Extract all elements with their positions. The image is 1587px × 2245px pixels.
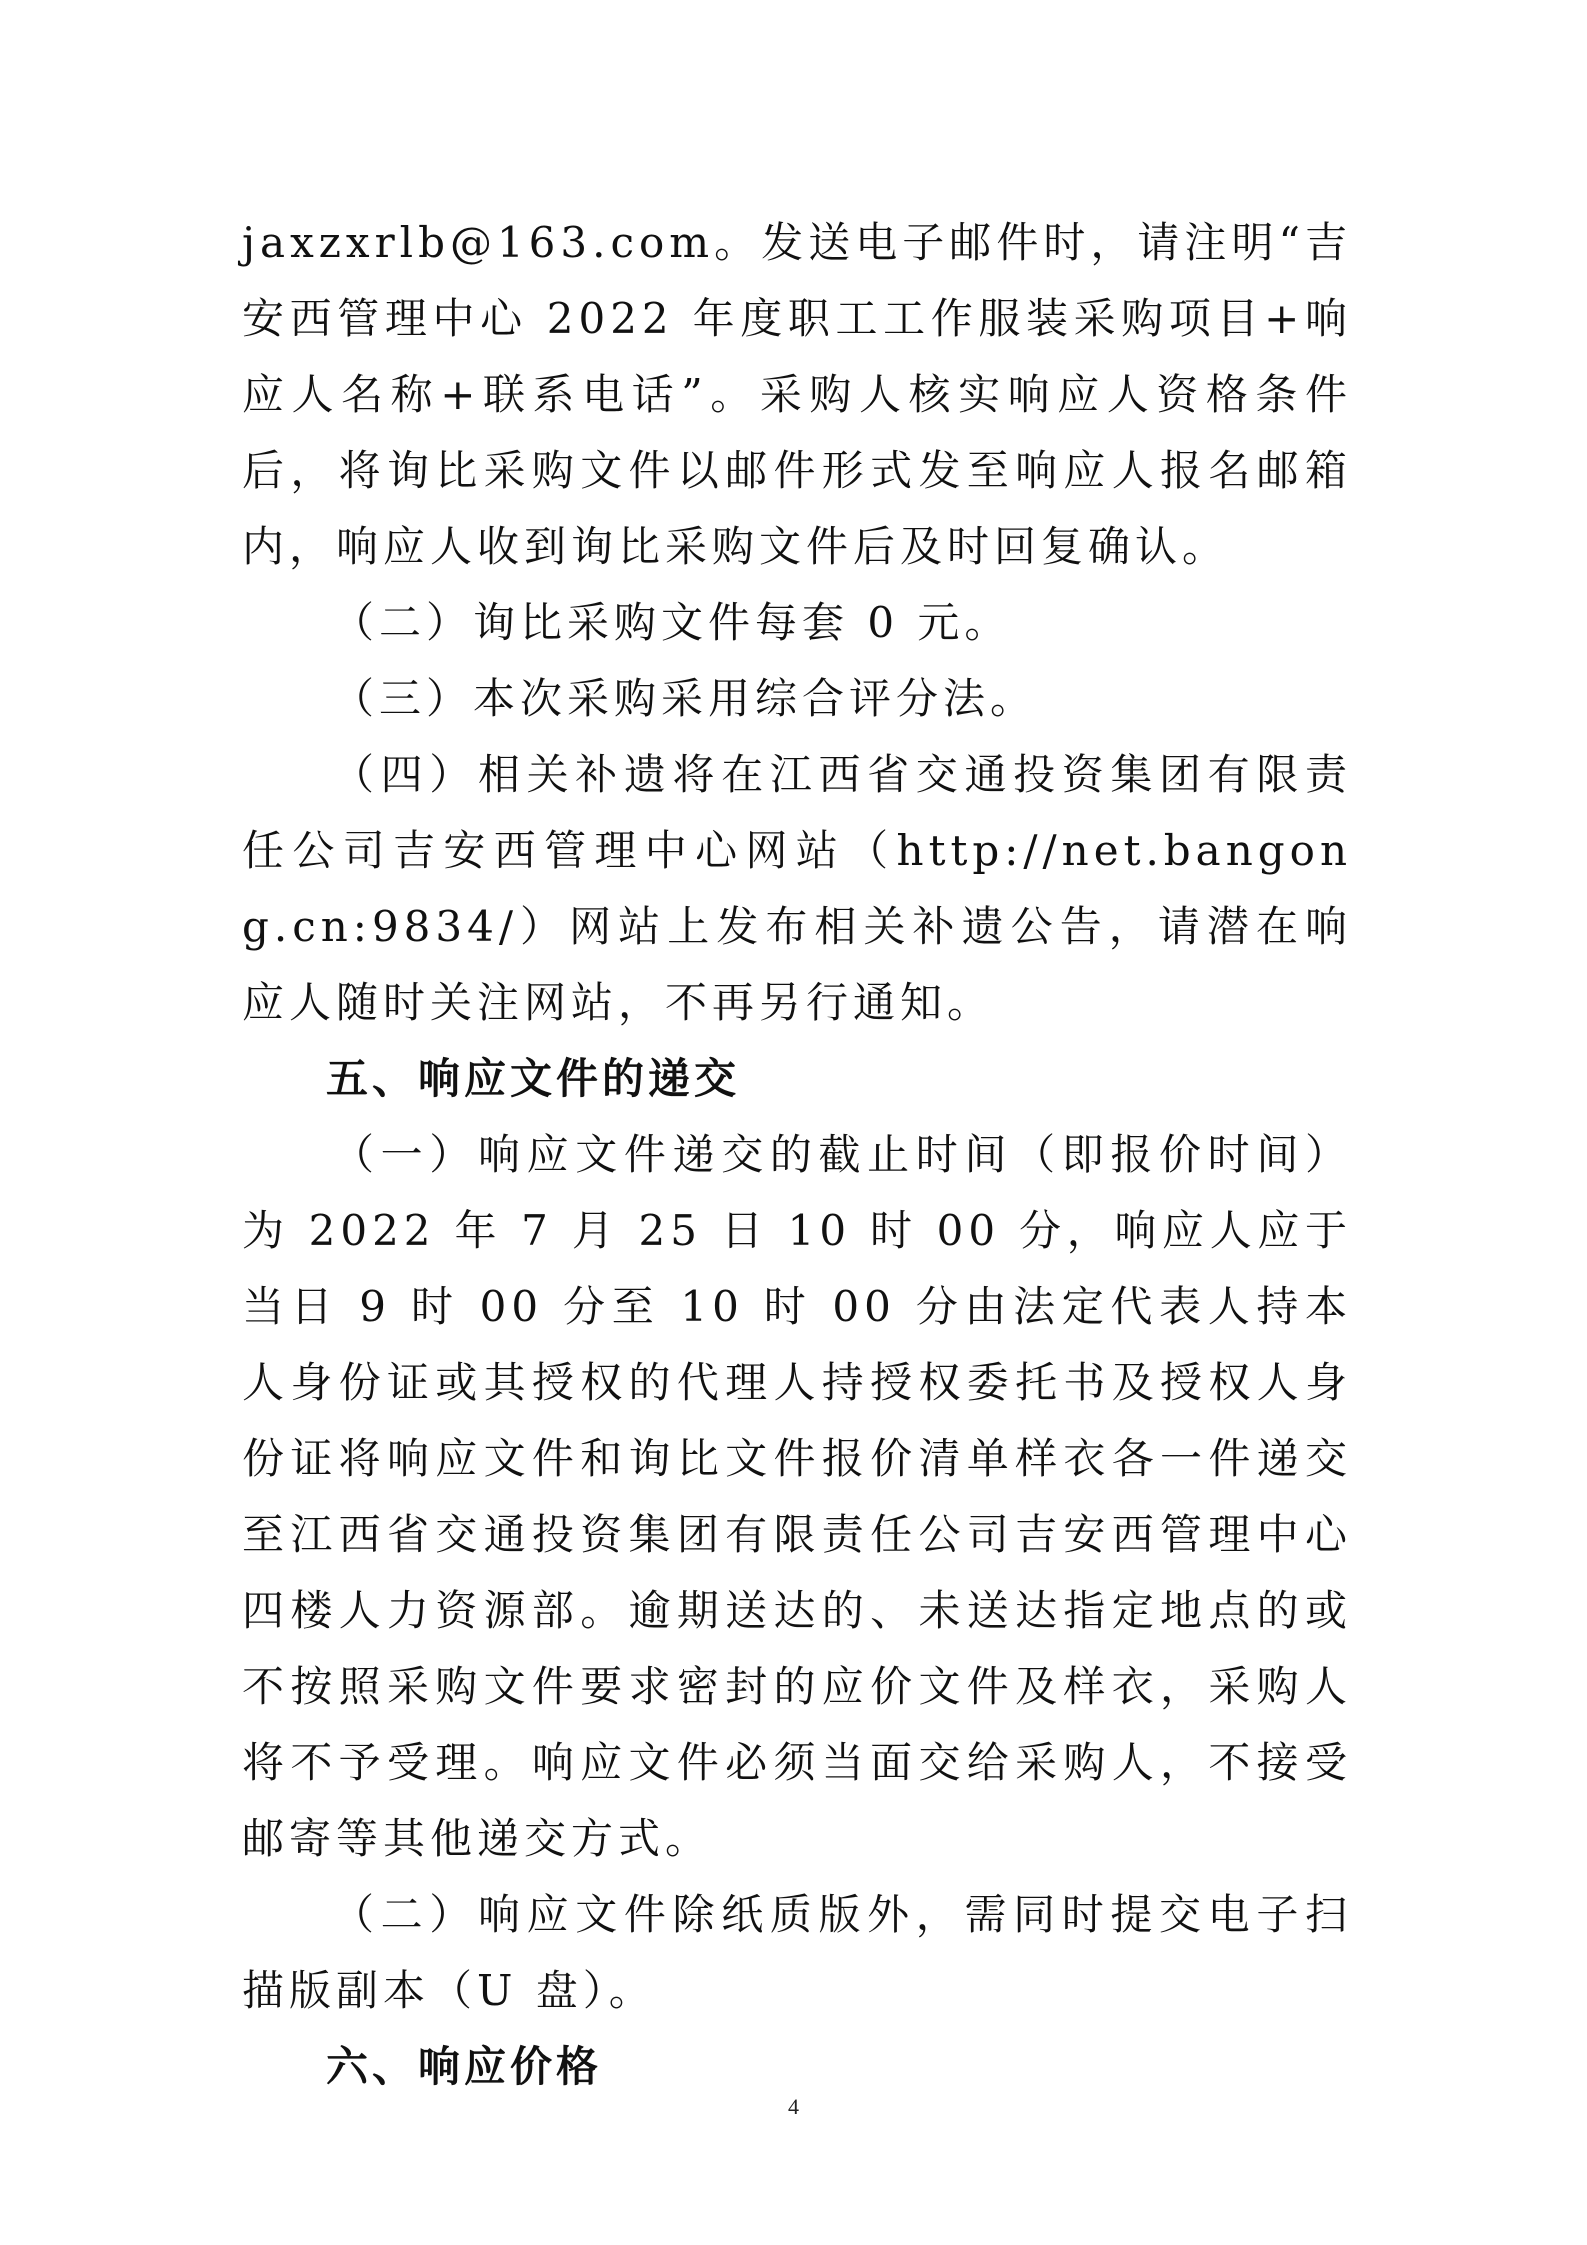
document-body [242, 205, 1352, 2105]
paragraph-electronic-copy: （二）响应文件除纸质版外，需同时提交电子扫描版副本（U 盘）。 [242, 1890, 1352, 2015]
paragraph-submission-deadline: （一）响应文件递交的截止时间（即报价时间）为 2022 年 7 月 25 日 10 时 00 分，响应人应于当日 9 时 00 分至 10 时 00 分由法定代表人持本人身份证或其授权的代理人持授权委托书及授权人身份证将响应文件和询比文件报价清单样衣各一件递交至江西省交通投资集团有限责任公司吉安西管理中心四楼人力资源部。逾期送达的、未送达指定地点的或不按照采购文件要求密封的应价文件及样衣，采购人将不予受理。响应文件必须当面交给采购人，不接受邮寄等其他递交方式。 [242, 1130, 1352, 1863]
paragraph-email-instructions: jaxzxrlb@163.com。发送电子邮件时，请注明“吉安西管理中心 2022 年度职工工作服装采购项目+响应人名称+联系电话”。采购人核实响应人资格条件后，将询比采购文件以邮件形式发至响应人报名邮箱内，响应人收到询比采购文件后及时回复确认。 [242, 218, 1352, 571]
page-number: 4 [788, 2094, 799, 2119]
paragraph-evaluation-method: （三）本次采购采用综合评分法。 [332, 674, 1038, 723]
paragraph-supplement-notice: （四）相关补遗将在江西省交通投资集团有限责任公司吉安西管理中心网站（http://net.bangong.cn:9834/）网站上发布相关补遗公告，请潜在响应人随时关注网站，不再另行通知。 [242, 750, 1352, 1027]
section-heading-submission: 五、响应文件的递交 [326, 1054, 741, 1103]
section-heading-price: 六、响应价格 [326, 2042, 603, 2091]
paragraph-document-fee: （二）询比采购文件每套 0 元。 [332, 598, 1012, 647]
